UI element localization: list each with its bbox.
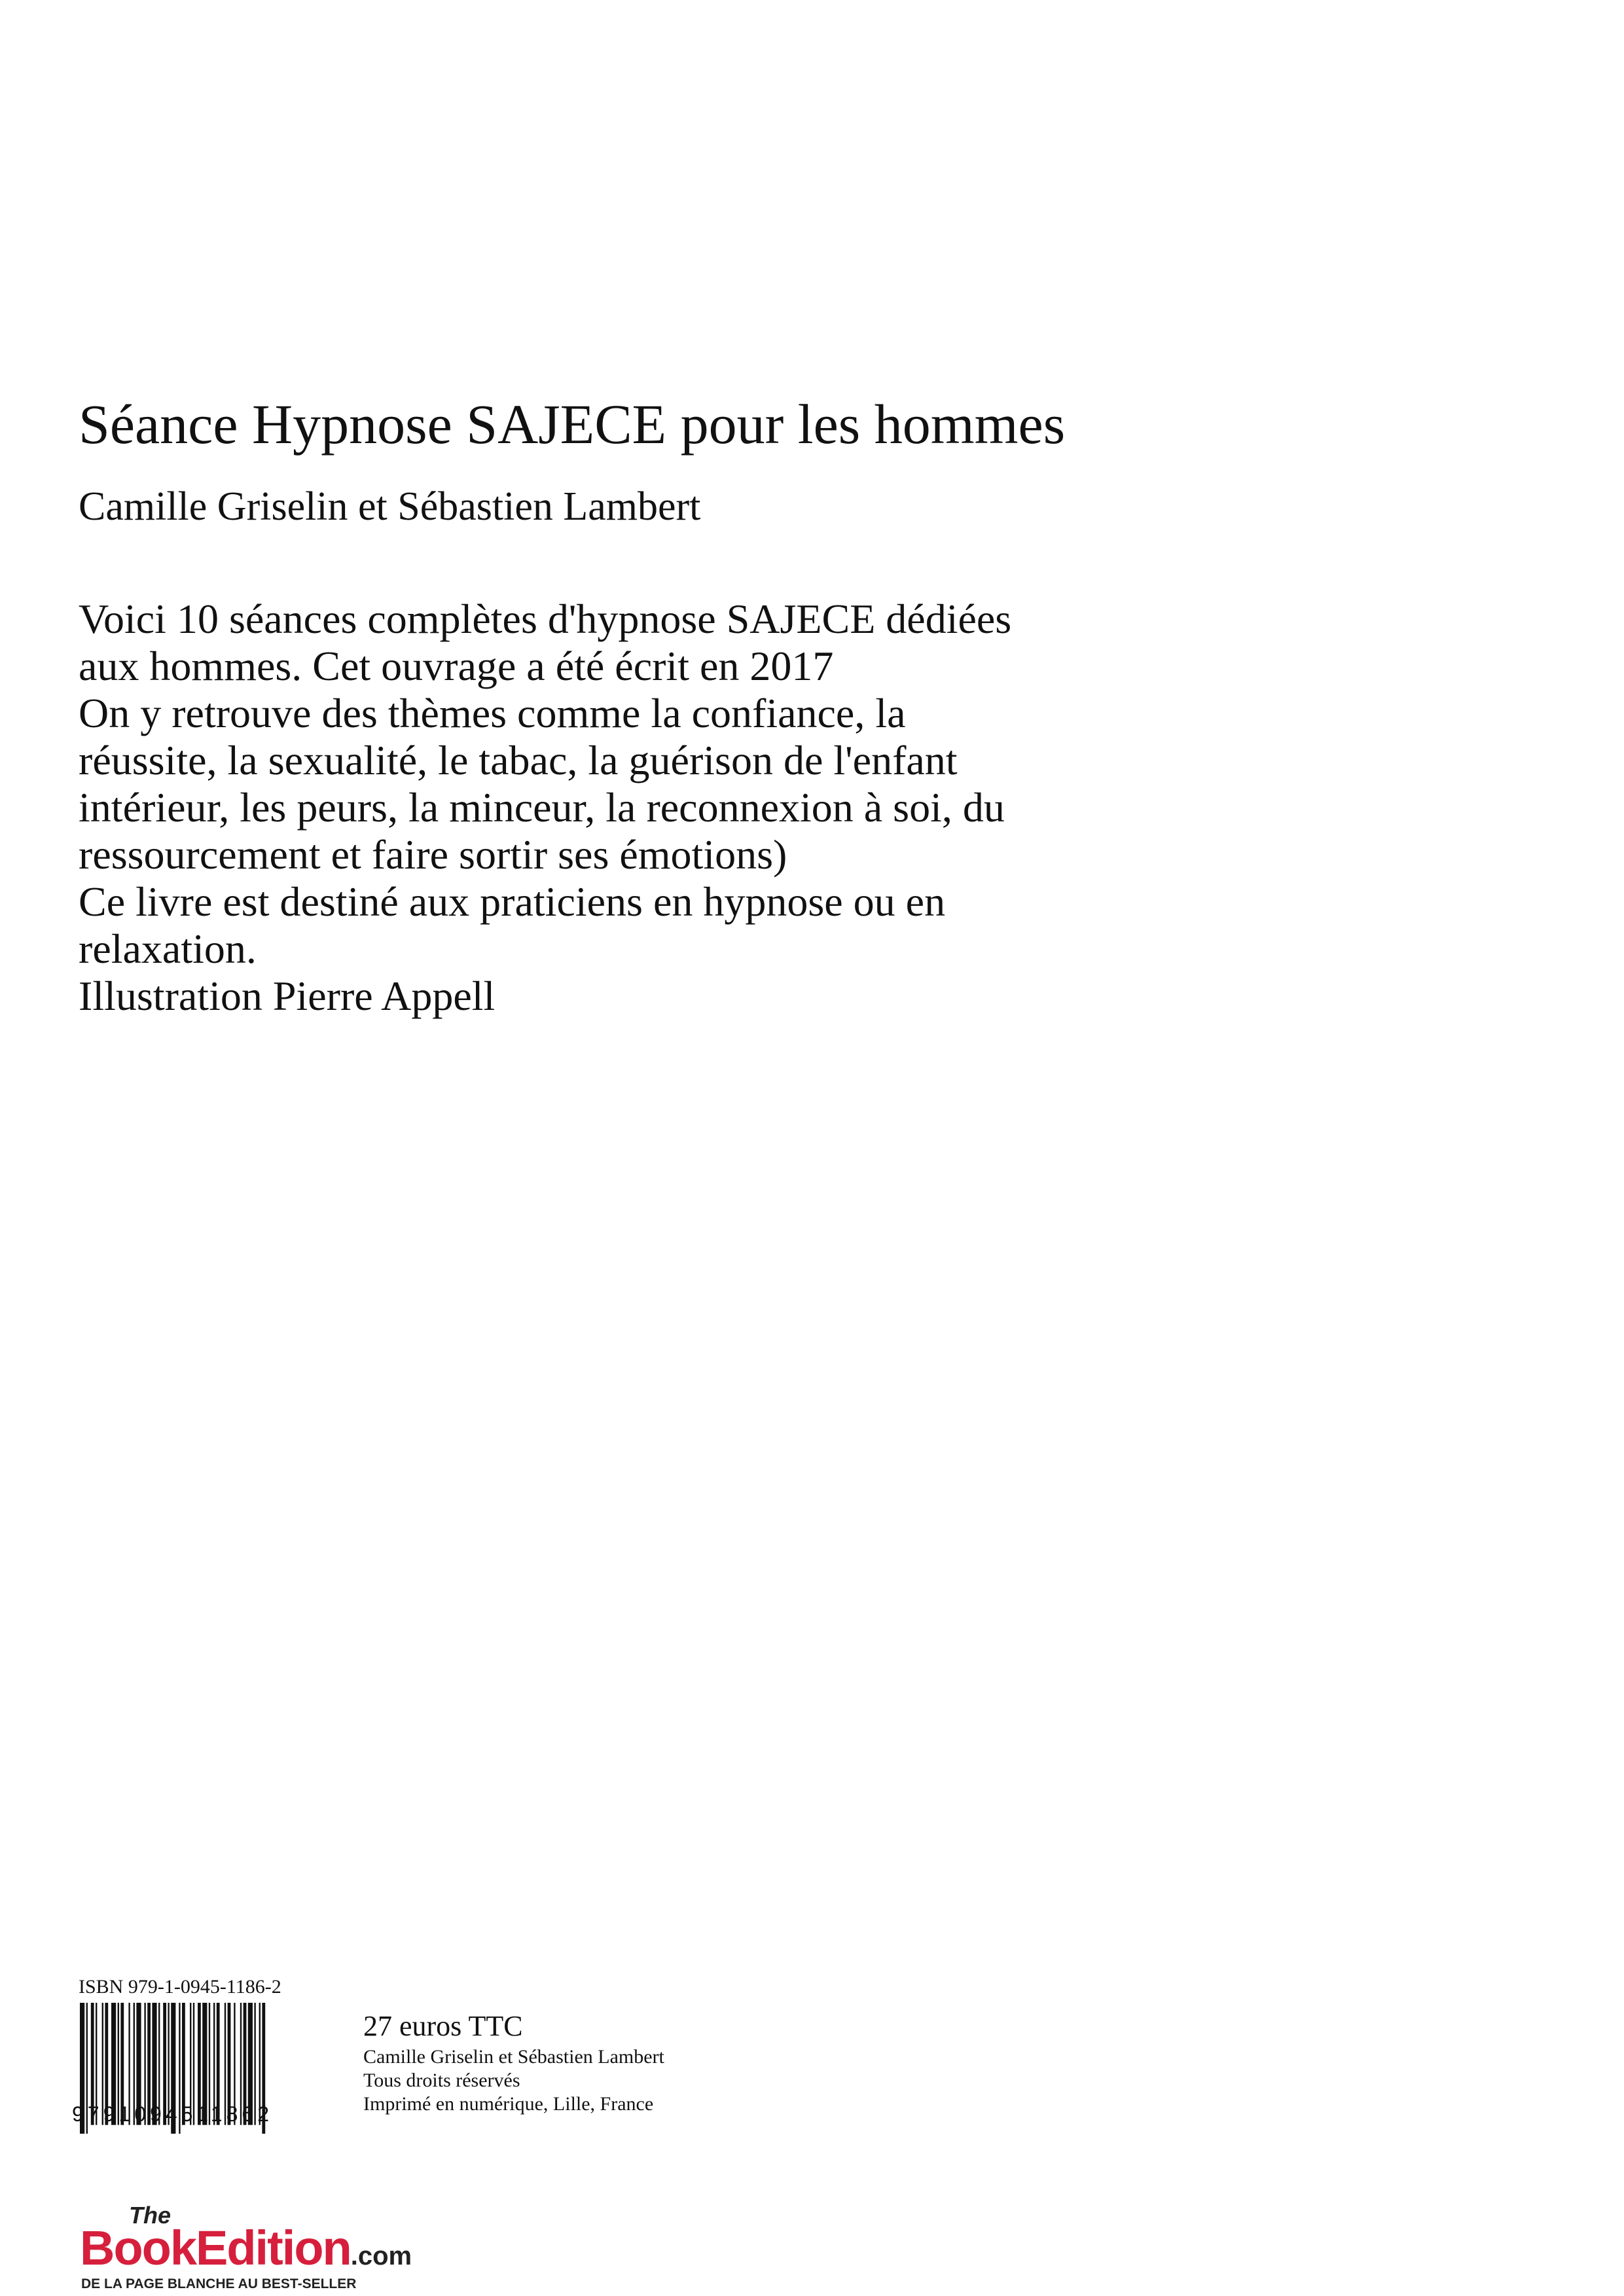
book-title: Séance Hypnose SAJECE pour les hommes — [79, 393, 1066, 456]
price: 27 euros TTC — [363, 2010, 523, 2042]
imprint-line: Tous droits réservés — [363, 2070, 520, 2091]
logo-name — [80, 2220, 412, 2276]
description-line: aux hommes. Cet ouvrage a été écrit en 2017 — [79, 643, 834, 689]
description-line: ressourcement et faire sortir ses émotions) — [79, 831, 787, 878]
barcode-digits: 9791094511862 — [72, 2102, 273, 2126]
imprint-line: Imprimé en numérique, Lille, France — [363, 2093, 654, 2115]
bookedition-logo — [80, 2202, 473, 2291]
logo-name-text: BookEdition — [80, 2221, 351, 2275]
logo-the: The — [129, 2202, 171, 2229]
book-description — [79, 596, 1322, 1020]
imprint-block — [363, 2045, 664, 2116]
description-line: Voici 10 séances complètes d'hypnose SAJECE dédiées — [79, 596, 1012, 642]
description-line: réussite, la sexualité, le tabac, la guérison de l'enfant — [79, 737, 958, 783]
description-line: relaxation. — [79, 925, 257, 972]
logo-dotcom: .com — [350, 2242, 412, 2270]
logo-tagline: DE LA PAGE BLANCHE AU BEST-SELLER — [81, 2276, 357, 2291]
description-line: Illustration Pierre Appell — [79, 973, 496, 1019]
description-line: Ce livre est destiné aux praticiens en hypnose ou en — [79, 878, 946, 925]
description-line: On y retrouve des thèmes comme la confiance, la — [79, 690, 906, 736]
description-line: intérieur, les peurs, la minceur, la reconnexion à soi, du — [79, 784, 1005, 831]
book-authors: Camille Griselin et Sébastien Lambert — [79, 484, 701, 529]
imprint-line: Camille Griselin et Sébastien Lambert — [363, 2046, 664, 2068]
isbn-label: ISBN 979-1-0945-1186-2 — [79, 1976, 281, 1998]
